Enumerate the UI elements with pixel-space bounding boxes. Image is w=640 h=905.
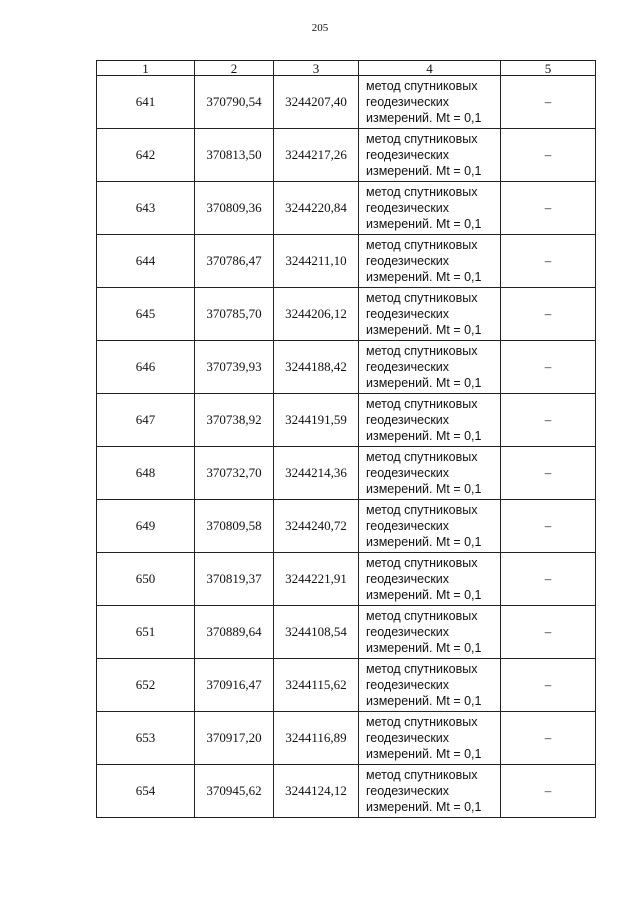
note-cell: – xyxy=(501,606,596,659)
note-cell: – xyxy=(501,765,596,818)
y-coordinate-cell: 3244217,26 xyxy=(274,129,359,182)
method-line: геодезических xyxy=(366,254,450,268)
method-line: измерений. Mt = 0,1 xyxy=(366,588,482,602)
note-cell: – xyxy=(501,76,596,129)
note-cell: – xyxy=(501,235,596,288)
x-coordinate-cell: 370785,70 xyxy=(195,288,274,341)
method-cell xyxy=(359,500,501,553)
method-cell xyxy=(359,288,501,341)
table-row xyxy=(97,553,596,606)
table-row xyxy=(97,500,596,553)
method-cell xyxy=(359,76,501,129)
column-header-5: 5 xyxy=(501,61,596,76)
table-row xyxy=(97,182,596,235)
y-coordinate-cell: 3244214,36 xyxy=(274,447,359,500)
method-line: измерений. Mt = 0,1 xyxy=(366,270,482,284)
note-cell: – xyxy=(501,288,596,341)
method-line: метод спутниковых xyxy=(366,768,478,782)
method-line: измерений. Mt = 0,1 xyxy=(366,641,482,655)
method-line: метод спутниковых xyxy=(366,238,478,252)
x-coordinate-cell: 370738,92 xyxy=(195,394,274,447)
column-header-4: 4 xyxy=(359,61,501,76)
table-row xyxy=(97,447,596,500)
y-coordinate-cell: 3244124,12 xyxy=(274,765,359,818)
method-line: метод спутниковых xyxy=(366,556,478,570)
note-cell: – xyxy=(501,341,596,394)
method-line: метод спутниковых xyxy=(366,79,478,93)
method-line: метод спутниковых xyxy=(366,344,478,358)
method-line: измерений. Mt = 0,1 xyxy=(366,429,482,443)
method-line: геодезических xyxy=(366,95,450,109)
table-row xyxy=(97,129,596,182)
table-row xyxy=(97,76,596,129)
method-cell xyxy=(359,341,501,394)
method-line: метод спутниковых xyxy=(366,609,478,623)
x-coordinate-cell: 370916,47 xyxy=(195,659,274,712)
method-cell xyxy=(359,553,501,606)
method-line: геодезических xyxy=(366,731,450,745)
method-line: геодезических xyxy=(366,572,450,586)
method-line: геодезических xyxy=(366,201,450,215)
x-coordinate-cell: 370809,36 xyxy=(195,182,274,235)
method-line: измерений. Mt = 0,1 xyxy=(366,482,482,496)
method-cell xyxy=(359,394,501,447)
method-cell xyxy=(359,447,501,500)
method-cell xyxy=(359,129,501,182)
note-cell: – xyxy=(501,447,596,500)
point-number-cell: 644 xyxy=(97,235,195,288)
method-line: геодезических xyxy=(366,519,450,533)
point-number-cell: 652 xyxy=(97,659,195,712)
method-cell xyxy=(359,765,501,818)
table-row xyxy=(97,606,596,659)
table-header-row xyxy=(97,61,596,76)
note-cell: – xyxy=(501,712,596,765)
method-line: геодезических xyxy=(366,784,450,798)
point-number-cell: 645 xyxy=(97,288,195,341)
method-cell xyxy=(359,606,501,659)
note-cell: – xyxy=(501,553,596,606)
method-line: метод спутниковых xyxy=(366,185,478,199)
x-coordinate-cell: 370809,58 xyxy=(195,500,274,553)
method-line: геодезических xyxy=(366,413,450,427)
point-number-cell: 646 xyxy=(97,341,195,394)
method-cell xyxy=(359,182,501,235)
method-line: измерений. Mt = 0,1 xyxy=(366,376,482,390)
page-number: 205 xyxy=(311,22,329,34)
x-coordinate-cell: 370945,62 xyxy=(195,765,274,818)
point-number-cell: 648 xyxy=(97,447,195,500)
method-line: геодезических xyxy=(366,678,450,692)
y-coordinate-cell: 3244191,59 xyxy=(274,394,359,447)
method-line: измерений. Mt = 0,1 xyxy=(366,694,482,708)
method-line: метод спутниковых xyxy=(366,132,478,146)
method-line: метод спутниковых xyxy=(366,503,478,517)
note-cell: – xyxy=(501,129,596,182)
method-line: измерений. Mt = 0,1 xyxy=(366,535,482,549)
table-row xyxy=(97,765,596,818)
point-number-cell: 650 xyxy=(97,553,195,606)
point-number-cell: 653 xyxy=(97,712,195,765)
y-coordinate-cell: 3244108,54 xyxy=(274,606,359,659)
note-cell: – xyxy=(501,500,596,553)
y-coordinate-cell: 3244221,91 xyxy=(274,553,359,606)
point-number-cell: 649 xyxy=(97,500,195,553)
method-line: метод спутниковых xyxy=(366,450,478,464)
method-line: геодезических xyxy=(366,360,450,374)
x-coordinate-cell: 370819,37 xyxy=(195,553,274,606)
method-line: измерений. Mt = 0,1 xyxy=(366,800,482,814)
x-coordinate-cell: 370739,93 xyxy=(195,341,274,394)
note-cell: – xyxy=(501,182,596,235)
point-number-cell: 641 xyxy=(97,76,195,129)
method-line: геодезических xyxy=(366,307,450,321)
method-line: измерений. Mt = 0,1 xyxy=(366,217,482,231)
note-cell: – xyxy=(501,394,596,447)
x-coordinate-cell: 370889,64 xyxy=(195,606,274,659)
point-number-cell: 642 xyxy=(97,129,195,182)
method-cell xyxy=(359,712,501,765)
method-line: геодезических xyxy=(366,466,450,480)
y-coordinate-cell: 3244206,12 xyxy=(274,288,359,341)
table-row xyxy=(97,341,596,394)
y-coordinate-cell: 3244207,40 xyxy=(274,76,359,129)
x-coordinate-cell: 370786,47 xyxy=(195,235,274,288)
method-line: измерений. Mt = 0,1 xyxy=(366,111,482,125)
method-line: измерений. Mt = 0,1 xyxy=(366,323,482,337)
y-coordinate-cell: 3244116,89 xyxy=(274,712,359,765)
table-row xyxy=(97,288,596,341)
method-line: метод спутниковых xyxy=(366,397,478,411)
point-number-cell: 643 xyxy=(97,182,195,235)
method-line: метод спутниковых xyxy=(366,715,478,729)
table-body xyxy=(97,76,596,818)
x-coordinate-cell: 370732,70 xyxy=(195,447,274,500)
y-coordinate-cell: 3244211,10 xyxy=(274,235,359,288)
point-number-cell: 647 xyxy=(97,394,195,447)
method-cell xyxy=(359,235,501,288)
method-line: измерений. Mt = 0,1 xyxy=(366,164,482,178)
method-line: метод спутниковых xyxy=(366,291,478,305)
table-row xyxy=(97,712,596,765)
column-header-1: 1 xyxy=(97,61,195,76)
note-cell: – xyxy=(501,659,596,712)
method-line: геодезических xyxy=(366,148,450,162)
point-number-cell: 651 xyxy=(97,606,195,659)
table-row xyxy=(97,235,596,288)
y-coordinate-cell: 3244188,42 xyxy=(274,341,359,394)
table-row xyxy=(97,394,596,447)
method-line: метод спутниковых xyxy=(366,662,478,676)
column-header-3: 3 xyxy=(274,61,359,76)
method-line: геодезических xyxy=(366,625,450,639)
y-coordinate-cell: 3244115,62 xyxy=(274,659,359,712)
y-coordinate-cell: 3244240,72 xyxy=(274,500,359,553)
x-coordinate-cell: 370813,50 xyxy=(195,129,274,182)
y-coordinate-cell: 3244220,84 xyxy=(274,182,359,235)
x-coordinate-cell: 370917,20 xyxy=(195,712,274,765)
method-line: измерений. Mt = 0,1 xyxy=(366,747,482,761)
point-number-cell: 654 xyxy=(97,765,195,818)
x-coordinate-cell: 370790,54 xyxy=(195,76,274,129)
column-header-2: 2 xyxy=(195,61,274,76)
coordinates-table xyxy=(96,60,596,818)
table-row xyxy=(97,659,596,712)
method-cell xyxy=(359,659,501,712)
